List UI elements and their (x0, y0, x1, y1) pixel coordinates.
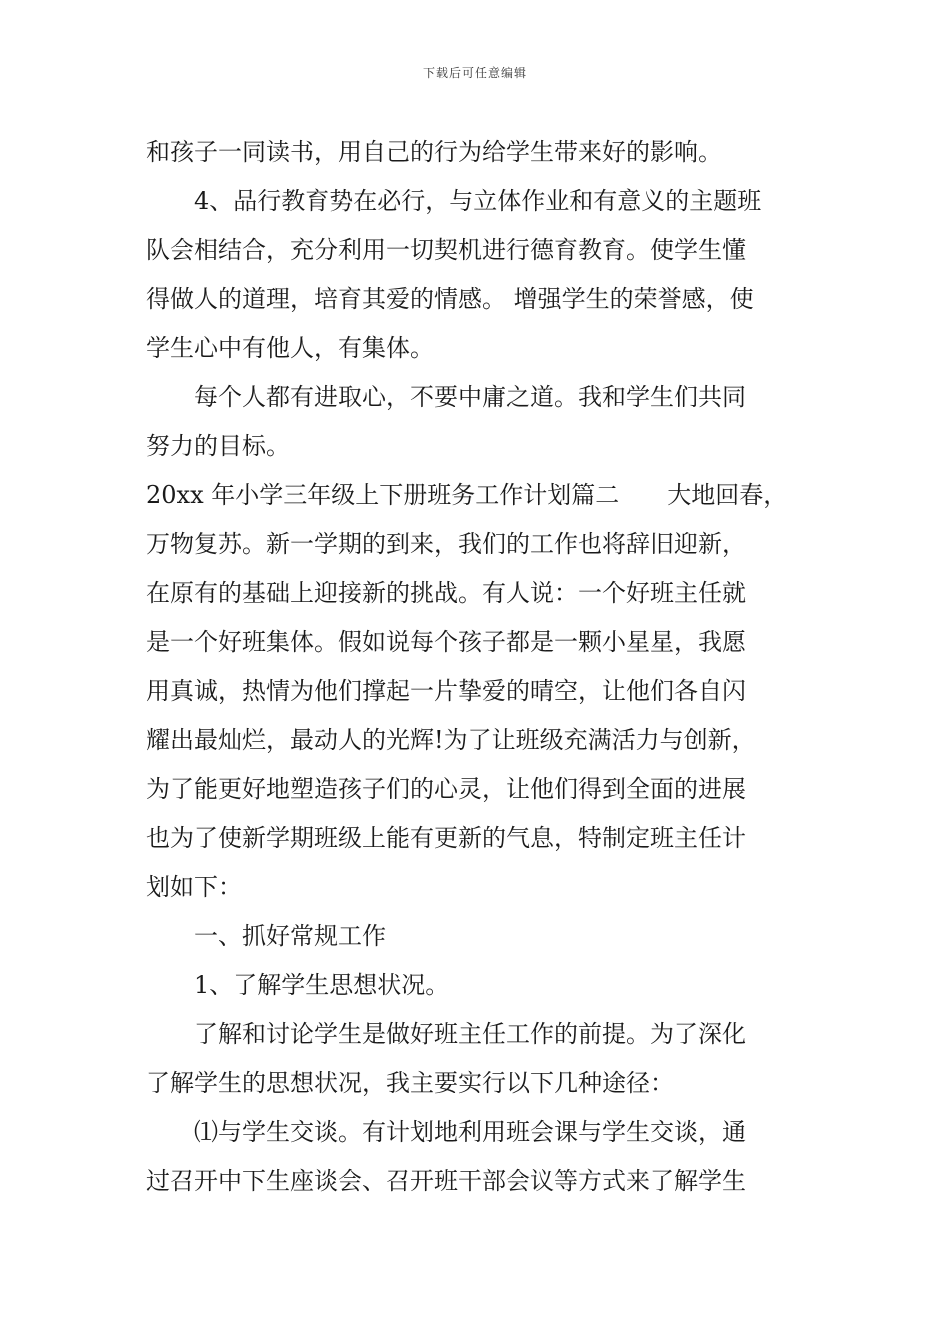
text-line: 万物复苏。新一学期的到来，我们的工作也将辞旧迎新， (146, 530, 746, 558)
text-line: 耀出最灿烂，最动人的光辉!为了让班级充满活力与创新， (146, 726, 756, 754)
text-line: 为了能更好地塑造孩子们的心灵，让他们得到全面的进展 (146, 775, 746, 803)
text-line: 是一个好班集体。假如说每个孩子都是一颗小星星，我愿 (146, 628, 746, 656)
text-line: 4、品行教育势在必行，与立体作业和有意义的主题班 (194, 187, 762, 215)
text-line: ⑴与学生交谈。有计划地利用班会课与学生交谈，通 (194, 1118, 746, 1146)
text-line: 队会相结合，充分利用一切契机进行德育教育。使学生懂 (146, 236, 746, 264)
text-line: 用真诚，热情为他们撑起一片挚爱的晴空，让他们各自闪 (146, 677, 746, 705)
text-line: 了解学生的思想状况，我主要实行以下几种途径： (146, 1069, 674, 1097)
text-line: 也为了使新学期班级上能有更新的气息，特制定班主任计 (146, 824, 746, 852)
text-line: 得做人的道理，培育其爱的情感。 增强学生的荣誉感，使 (146, 285, 754, 313)
text-line: 每个人都有进取心，不要中庸之道。我和学生们共同 (194, 383, 746, 411)
heading-line: 一、抓好常规工作 (194, 922, 386, 950)
section-title-line: 20xx 年小学三年级上下册班务工作计划篇二 大地回春， (146, 481, 788, 509)
text-line: 和孩子一同读书，用自己的行为给学生带来好的影响。 (146, 138, 722, 166)
text-line: 过召开中下生座谈会、召开班干部会议等方式来了解学生 (146, 1167, 746, 1195)
text-line: 学生心中有他人，有集体。 (146, 334, 434, 362)
text-line: 努力的目标。 (146, 432, 290, 460)
subheading-line: 1、了解学生思想状况。 (194, 971, 450, 999)
text-line: 划如下： (146, 873, 242, 901)
text-line: 了解和讨论学生是做好班主任工作的前提。为了深化 (194, 1020, 746, 1048)
text-line: 在原有的基础上迎接新的挑战。有人说：一个好班主任就 (146, 579, 746, 607)
page-header: 下载后可任意编辑 (422, 66, 527, 80)
document-body (146, 128, 818, 1206)
